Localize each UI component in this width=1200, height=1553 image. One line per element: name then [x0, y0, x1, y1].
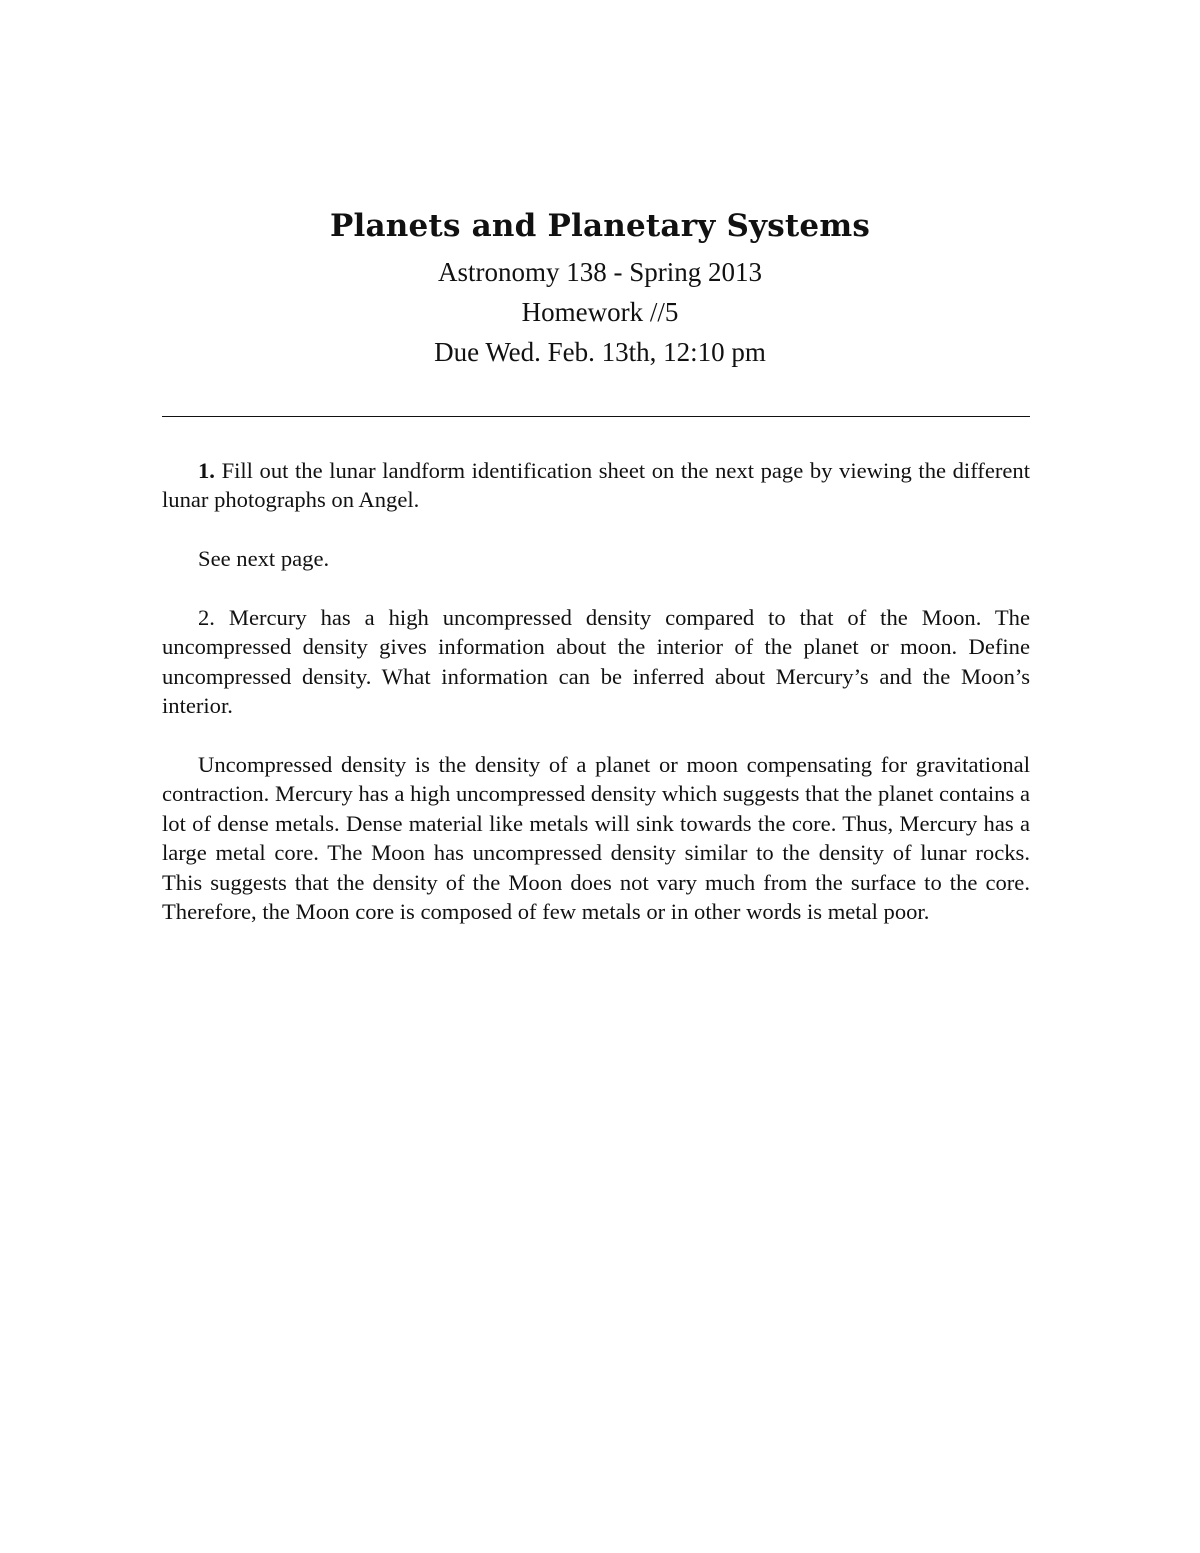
question-prompt: Fill out the lunar landform identification sheet on the next page by viewing the different lunar photographs on Angel. [162, 458, 1030, 513]
question-1 [162, 456, 1030, 515]
question-2 [162, 603, 1030, 721]
due-date-line: Due Wed. Feb. 13th, 12:10 pm [434, 337, 766, 367]
homework-line: Homework //5 [521, 297, 679, 327]
horizontal-rule [162, 416, 1030, 417]
document-header [0, 208, 1200, 372]
document-title: Planets and Planetary Systems [329, 208, 871, 244]
answer-2: Uncompressed density is the density of a planet or moon compensating for gravitational contraction. Mercury has a high uncompressed density which suggests that the planet contains a lot of dense metals. Dense material like metals will sink towards the core. Thus, Mercury has a large metal core. The Moon has uncompressed density similar to the density of lunar rocks. This suggests that the density of the Moon does not vary much from the surface to the core. Therefore, the Moon core is composed of few metals or in other words is metal poor. [162, 752, 1030, 925]
question-number: 2. [198, 605, 215, 630]
answer-1: See next page. [198, 546, 330, 572]
document-body [162, 456, 1030, 956]
course-line: Astronomy 138 - Spring 2013 [438, 257, 762, 287]
question-number: 1. [198, 458, 215, 483]
question-prompt: Mercury has a high uncompressed density compared to that of the Moon. The uncompressed density gives information about the interior of the planet or moon. Define uncompressed density. What information can be inferred about Mercury’s and the Moon’s interior. [162, 605, 1030, 719]
